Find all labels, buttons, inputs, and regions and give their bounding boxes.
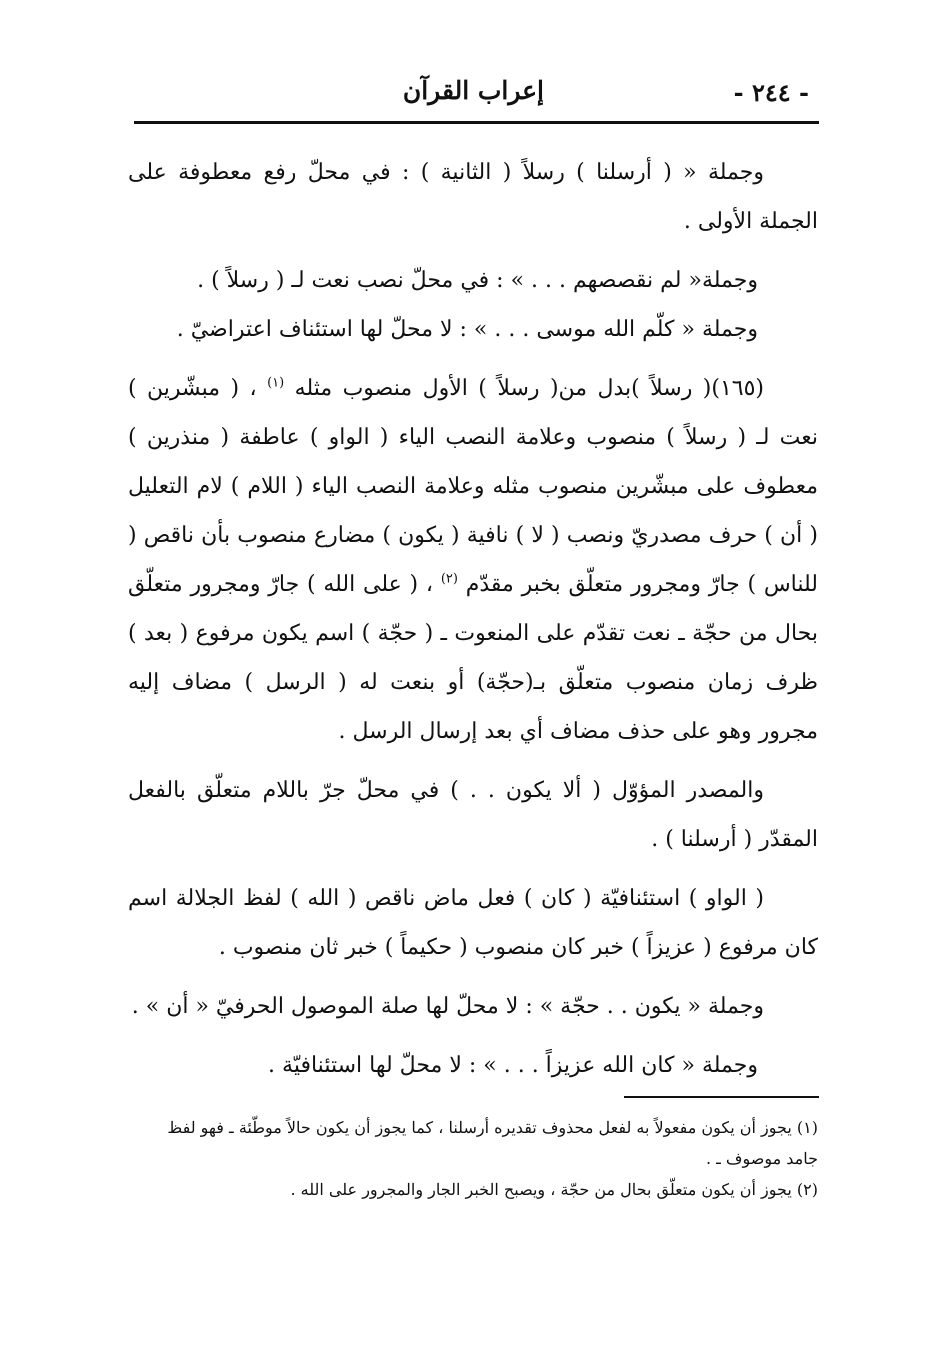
paragraph-part: ، ( مبشّرين ) نعت لـ ( رسلاً ) منصوب وعلامة النصب الياء ( الواو ) عاطفة ( منذرين ) معطوف على مبشّرين منصوب مثله وعلامة النصب الياء ( اللام ) لام التعليل ( أن ) حرف مصدريّ ونصب ( لا ) نافية ( يكون ) مضارع منصوب بأن ناقص ( للناس ) جارّ ومجرور متعلّق بخبر مقدّم [128,376,819,597]
paragraph: وجملة « كان الله عزيزاً . . . » : لا محلّ لها استئنافيّة . [268,1053,758,1078]
paragraph: وجملة « يكون . . حجّة » : لا محلّ لها صلة الموصول الحرفيّ « أن » . [131,994,764,1019]
footnotes [134,1112,818,1205]
paragraph: وجملة « ( أرسلنا ) رسلاً ( الثانية ) : في محلّ رفع معطوفة على الجملة الأولى . [128,160,818,234]
main-text [128,148,818,1100]
footnote-ref-1: (١) [267,375,285,391]
paragraph: وجملة« لم نقصصهم . . . » : في محلّ نصب نعت لـ ( رسلاً ) . [197,268,758,293]
book-title: إعراب القرآن [402,76,544,105]
page-number: - ٢٤٤ - [733,78,809,107]
paragraph-part: ، ( على الله ) جارّ ومجرور متعلّق بحال من حجّة ـ نعت تقدّم على المنعوت ـ ( حجّة ) اسم يكون مرفوع ( بعد ) ظرف زمان منصوب متعلّق بـ(حجّة) أو بنعت له ( الرسل ) مضاف إليه مجرور وهو على حذف مضاف أي بعد إرسال الرسل . [128,572,818,744]
footnote-2: (٢) يجوز أن يكون متعلّق بحال من حجّة ، ويصبح الخبر الجار والمجرور على الله . [290,1180,818,1199]
page-header [134,72,819,112]
paragraph-part: (١٦٥)( رسلاً )بدل من( رسلاً ) الأول منصوب مثله [294,376,764,401]
footnote-1: (١) يجوز أن يكون مفعولاً به لفعل محذوف تقديره أرسلنا ، كما يجوز أن يكون حالاً موطّئة ـ فهو لفظ جامد موصوف ـ . [167,1118,818,1168]
footnote-rule [624,1096,819,1098]
paragraph: والمصدر المؤوّل ( ألا يكون . . ) في محلّ جرّ باللام متعلّق بالفعل المقدّر ( أرسلنا ) . [128,778,818,852]
paragraph: وجملة « كلّم الله موسى . . . » : لا محلّ لها استئناف اعتراضيّ . [176,317,758,342]
header-rule [134,121,819,124]
footnote-ref-2: (٢) [440,571,458,587]
paragraph: ( الواو ) استئنافيّة ( كان ) فعل ماض ناقص ( الله ) لفظ الجلالة اسم كان مرفوع ( عزيزاً ) خبر كان منصوب ( حكيماً ) خبر ثان منصوب . [128,886,818,960]
paragraph-verse-165 [128,364,818,756]
